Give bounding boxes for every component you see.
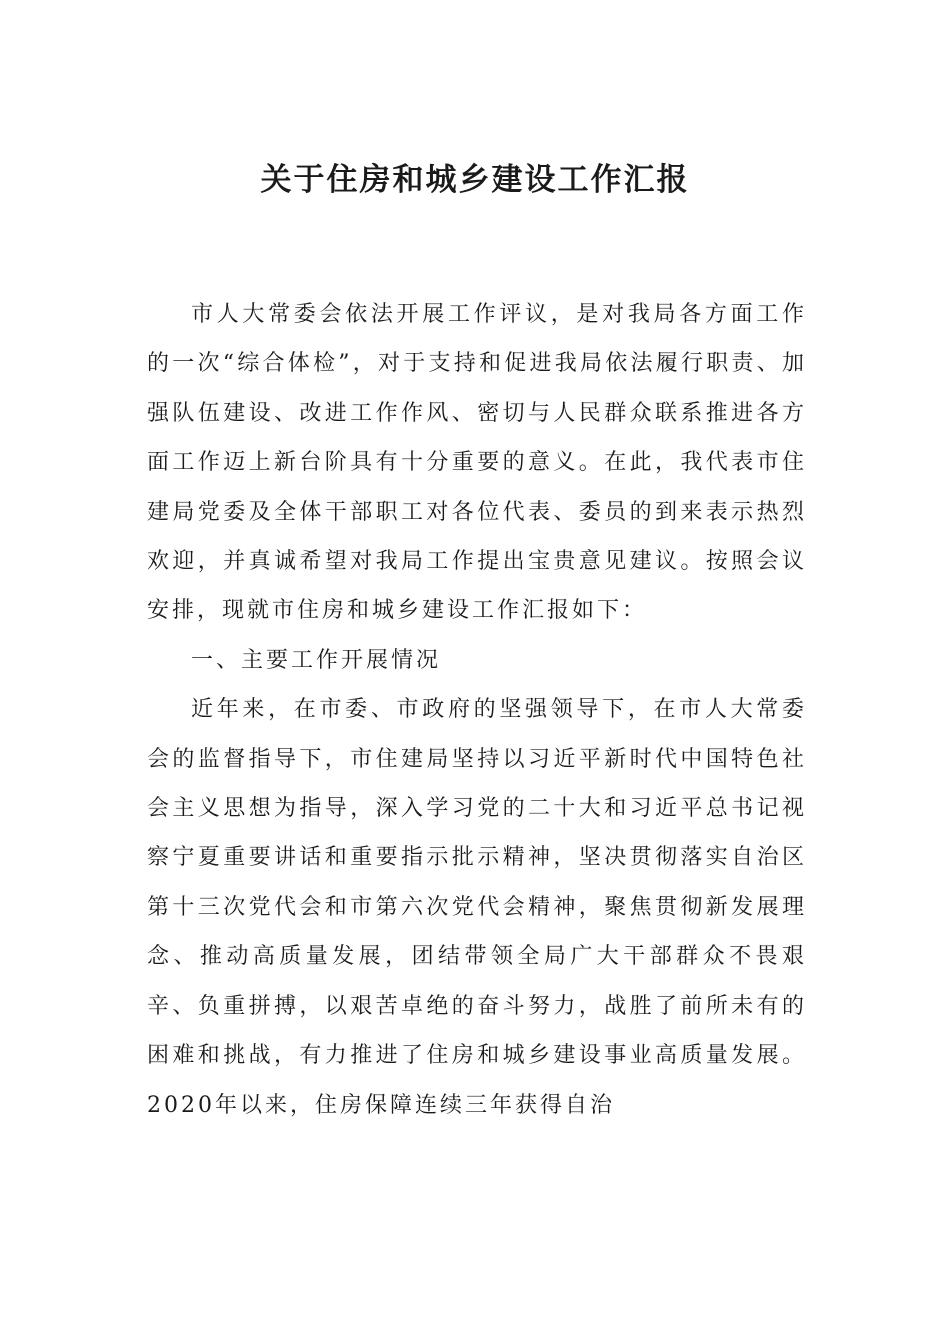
paragraph-intro: 市人大常委会依法开展工作评议，是对我局各方面工作的一次“综合体检”，对于支持和促进我局依法履行职责、加强队伍建设、改进工作作风、密切与人民群众联系推进各方面工作迈上新台阶具有十分重要的意义。在此，我代表市住建局党委及全体干部职工对各位代表、委员的到来表示热烈欢迎，并真诚希望对我局工作提出宝贵意见建议。按照会议安排，现就市住房和城乡建设工作汇报如下： xyxy=(147,302,807,624)
paragraph-section-one: 近年来，在市委、市政府的坚强领导下，在市人大常委会的监督指导下，市住建局坚持以习近平新时代中国特色社会主义思想为指导，深入学习党的二十大和习近平总书记视察宁夏重要讲话和重要指示批示精神，坚决贯彻落实自治区第十三次党代会和市第六次党代会精神，聚焦贯彻新发展理念、推动高质量发展，团结带领全局广大干部群众不畏艰辛、负重拼搏，以艰苦卓绝的奋斗努力，战胜了前所未有的困难和挑战，有力推进了住房和城乡建设事业高质量发展。2020年以来，住房保障连续三年获得自治 xyxy=(147,697,807,1118)
document-body xyxy=(147,290,807,1130)
section-heading: 一、主要工作开展情况 xyxy=(191,647,442,673)
document-title: 关于住房和城乡建设工作汇报 xyxy=(260,162,690,198)
